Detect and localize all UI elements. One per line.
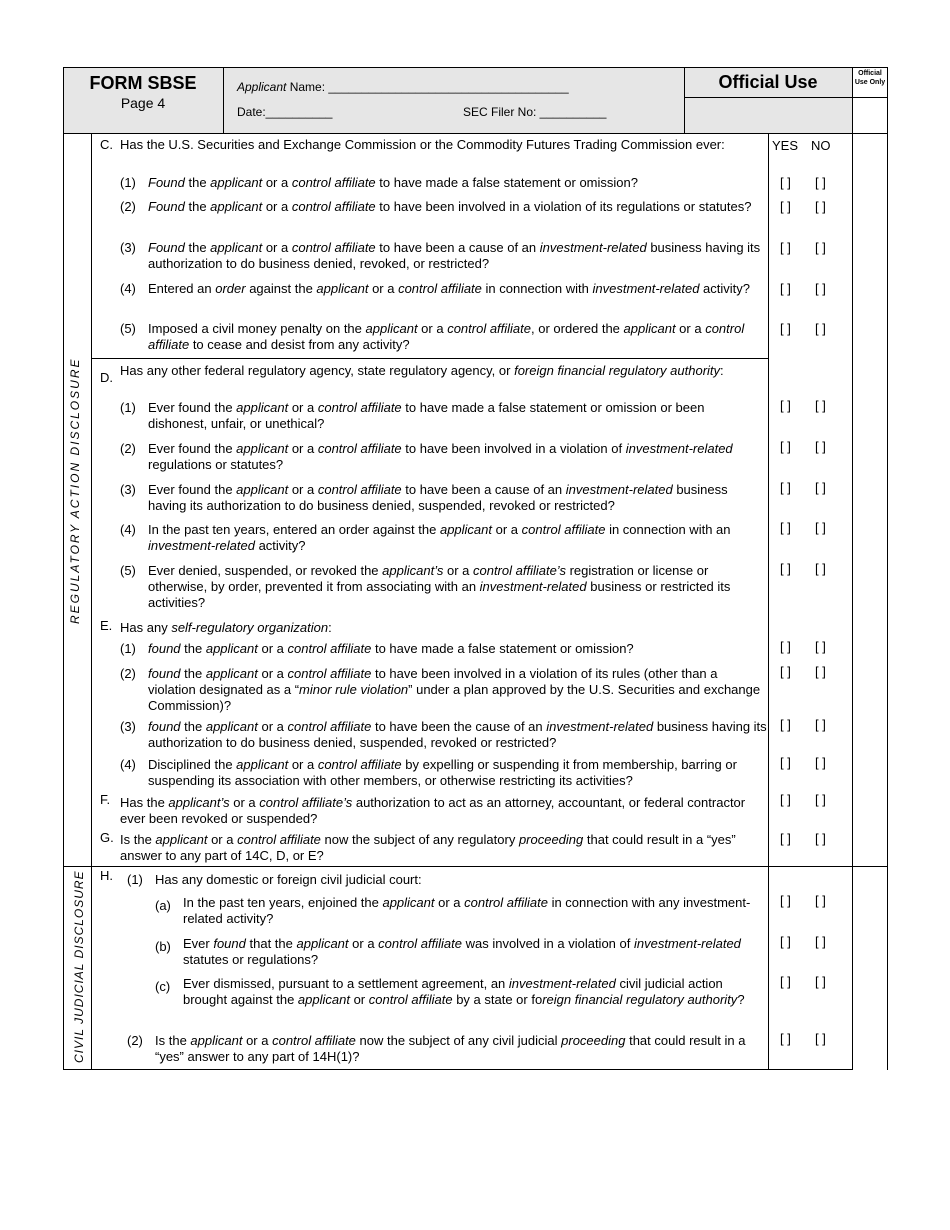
section-e-item-num: (1) bbox=[120, 641, 136, 656]
form-title: FORM SBSE bbox=[89, 73, 197, 93]
section-c-intro: Has the U.S. Securities and Exchange Commission or the Commodity Futures Trading Commission ever: bbox=[120, 137, 725, 152]
section-c-item-3-no-checkbox[interactable]: [ ] bbox=[815, 240, 826, 255]
official-col-right bbox=[887, 67, 888, 1070]
section-g-h-divider bbox=[63, 866, 888, 867]
civil-judicial-label: CIVIL JUDICIAL DISCLOSURE bbox=[72, 870, 86, 1063]
regulatory-action-label: REGULATORY ACTION DISCLOSURE bbox=[68, 357, 82, 624]
section-d-item-3-yes-checkbox[interactable]: [ ] bbox=[780, 480, 791, 495]
section-c-question: Imposed a civil money penalty on the applicant or a control affiliate, or ordered the applicant or a control affiliate to cease and desist from any activity? bbox=[148, 321, 745, 352]
section-d-intro: Has any other federal regulatory agency, state regulatory agency, or foreign financial regulatory authority: bbox=[120, 363, 724, 378]
section-e-item-4-yes-checkbox[interactable]: [ ] bbox=[780, 755, 791, 770]
section-g-question: Is the applicant or a control affiliate now the subject of any regulatory proceeding that could result in a “yes” answer to any part of 14C, D, or E? bbox=[120, 832, 736, 863]
section-e-item-num: (2) bbox=[120, 666, 136, 681]
section-e-question: found the applicant or a control affiliate to have been involved in a violation of its rules (other than a violation designated as a “minor rule violation” under a plan approved by the U.S. Securities and exchange Commission)? bbox=[148, 666, 761, 713]
section-c-item-5-no-checkbox[interactable]: [ ] bbox=[815, 321, 826, 336]
official-use-only-label: Official Use Only bbox=[854, 70, 886, 86]
border-bottom bbox=[63, 1069, 853, 1070]
section-c-item-2-yes-checkbox[interactable]: [ ] bbox=[780, 199, 791, 214]
official-use-divider bbox=[684, 97, 852, 98]
answer-col-divider bbox=[768, 133, 769, 1070]
no-column-header: NO bbox=[811, 138, 831, 153]
section-h-item-c-yes-checkbox[interactable]: [ ] bbox=[780, 974, 791, 989]
border-left bbox=[63, 67, 64, 1070]
border-top bbox=[63, 67, 888, 68]
section-c-item-num: (2) bbox=[120, 199, 136, 214]
section-d-item-4-yes-checkbox[interactable]: [ ] bbox=[780, 520, 791, 535]
header-divider-2 bbox=[684, 67, 685, 133]
section-d-item-1-no-checkbox[interactable]: [ ] bbox=[815, 398, 826, 413]
section-c-item-4-yes-checkbox[interactable]: [ ] bbox=[780, 281, 791, 296]
applicant-name-field[interactable] bbox=[237, 80, 569, 94]
section-g-letter: G. bbox=[100, 830, 114, 845]
section-h-item-b-yes-checkbox[interactable]: [ ] bbox=[780, 934, 791, 949]
section-e-question: Disciplined the applicant or a control affiliate by expelling or suspending it from membership, barring or suspending its association with other members, or otherwise restricting its activities? bbox=[148, 757, 737, 788]
page-number: Page 4 bbox=[120, 95, 166, 111]
section-f-question: Has the applicant’s or a control affiliate’s authorization to act as an attorney, accountant, or federal contractor ever been revoked or suspended? bbox=[120, 795, 746, 826]
section-e-item-1-no-checkbox[interactable]: [ ] bbox=[815, 639, 826, 654]
section-e-item-2-yes-checkbox[interactable]: [ ] bbox=[780, 664, 791, 679]
section-e-question: found the applicant or a control affiliate to have made a false statement or omission? bbox=[148, 641, 634, 656]
section-c-item-3-yes-checkbox[interactable]: [ ] bbox=[780, 240, 791, 255]
section-h-question: In the past ten years, enjoined the applicant or a control affiliate in connection with any investment-related activity? bbox=[183, 895, 751, 926]
date-field[interactable]: Date:__________ bbox=[237, 105, 333, 119]
official-col-left bbox=[852, 67, 853, 1070]
section-h-sub2-yes-checkbox[interactable]: [ ] bbox=[780, 1031, 791, 1046]
section-d-item-5-yes-checkbox[interactable]: [ ] bbox=[780, 561, 791, 576]
section-c-item-num: (4) bbox=[120, 281, 136, 296]
section-c-item-1-yes-checkbox[interactable]: [ ] bbox=[780, 175, 791, 190]
section-d-item-num: (1) bbox=[120, 400, 136, 415]
section-d-letter: D. bbox=[100, 370, 113, 385]
section-c-question: Found the applicant or a control affiliate to have been a cause of an investment-related business having its authorization to do business denied, revoked, or restricted? bbox=[148, 240, 761, 271]
section-c-item-num: (1) bbox=[120, 175, 136, 190]
official-use-title: Official Use bbox=[718, 72, 818, 92]
applicant-name-label: Name: ____________________________________ bbox=[286, 80, 569, 94]
section-c-question: Found the applicant or a control affiliate to have been involved in a violation of its regulations or statutes? bbox=[148, 199, 752, 214]
sec-filer-field[interactable]: SEC Filer No: __________ bbox=[463, 105, 607, 119]
section-d-item-3-no-checkbox[interactable]: [ ] bbox=[815, 480, 826, 495]
applicant-prefix: Applicant bbox=[237, 80, 287, 94]
section-c-item-num: (5) bbox=[120, 321, 136, 336]
section-c-question: Found the applicant or a control affiliate to have made a false statement or omission? bbox=[148, 175, 638, 190]
section-c-d-divider bbox=[92, 358, 769, 359]
section-h-sub1-intro: Has any domestic or foreign civil judicial court: bbox=[155, 872, 422, 887]
section-c-item-4-no-checkbox[interactable]: [ ] bbox=[815, 281, 826, 296]
section-d-item-num: (3) bbox=[120, 482, 136, 497]
section-e-item-1-yes-checkbox[interactable]: [ ] bbox=[780, 639, 791, 654]
section-h-question: Ever dismissed, pursuant to a settlement agreement, an investment-related civil judicial action brought against the applicant or control affiliate by a state or foreign financial regulatory authority? bbox=[183, 976, 745, 1007]
section-d-item-num: (2) bbox=[120, 441, 136, 456]
section-c-letter: C. bbox=[100, 137, 113, 152]
section-h-item-b-no-checkbox[interactable]: [ ] bbox=[815, 934, 826, 949]
section-h-sub2-no-checkbox[interactable]: [ ] bbox=[815, 1031, 826, 1046]
section-d-item-5-no-checkbox[interactable]: [ ] bbox=[815, 561, 826, 576]
section-f-yes-checkbox[interactable]: [ ] bbox=[780, 792, 791, 807]
section-d-question: In the past ten years, entered an order against the applicant or a control affiliate in connection with an investment-related activity? bbox=[148, 522, 731, 553]
section-d-item-num: (4) bbox=[120, 522, 136, 537]
section-e-intro: Has any self-regulatory organization: bbox=[120, 620, 332, 635]
section-h-item-num: (b) bbox=[155, 939, 171, 954]
section-e-letter: E. bbox=[100, 618, 113, 633]
section-h-item-num: (c) bbox=[155, 979, 171, 994]
section-c-item-5-yes-checkbox[interactable]: [ ] bbox=[780, 321, 791, 336]
header-divider-1 bbox=[223, 67, 224, 133]
section-h-sub1-num: (1) bbox=[127, 872, 143, 887]
section-e-item-num: (3) bbox=[120, 719, 136, 734]
header-bottom-line bbox=[63, 133, 888, 134]
side-label-divider bbox=[91, 133, 92, 1070]
section-d-item-2-no-checkbox[interactable]: [ ] bbox=[815, 439, 826, 454]
yes-column-header: YES bbox=[772, 138, 799, 153]
section-h-sub2-num: (2) bbox=[127, 1033, 143, 1048]
section-h-sub2-question: Is the applicant or a control affiliate now the subject of any civil judicial proceeding that could result in a “yes” answer to any part of 14H(1)? bbox=[155, 1033, 746, 1064]
section-d-item-1-yes-checkbox[interactable]: [ ] bbox=[780, 398, 791, 413]
section-e-item-2-no-checkbox[interactable]: [ ] bbox=[815, 664, 826, 679]
section-d-question: Ever found the applicant or a control affiliate to have been involved in a violation of investment-related regulations or statutes? bbox=[148, 441, 733, 472]
section-h-item-num: (a) bbox=[155, 898, 171, 913]
section-f-letter: F. bbox=[100, 792, 111, 807]
section-g-yes-checkbox[interactable]: [ ] bbox=[780, 831, 791, 846]
section-d-item-num: (5) bbox=[120, 563, 136, 578]
section-c-item-1-no-checkbox[interactable]: [ ] bbox=[815, 175, 826, 190]
section-d-question: Ever found the applicant or a control affiliate to have been a cause of an investment-related business having its authorization to do business denied, suspended, revoked or restricted? bbox=[148, 482, 728, 513]
section-e-item-3-no-checkbox[interactable]: [ ] bbox=[815, 717, 826, 732]
section-h-question: Ever found that the applicant or a control affiliate was involved in a violation of investment-related statutes or regulations? bbox=[183, 936, 741, 967]
section-e-question: found the applicant or a control affiliate to have been the cause of an investment-related business having its authorization to do business denied, suspended, revoked or restricted? bbox=[148, 719, 767, 750]
section-d-question: Ever found the applicant or a control affiliate to have made a false statement or omission or been dishonest, unfair, or unethical? bbox=[148, 400, 705, 431]
section-h-item-c-no-checkbox[interactable]: [ ] bbox=[815, 974, 826, 989]
section-d-question: Ever denied, suspended, or revoked the applicant’s or a control affiliate’s registration or license or otherwise, by order, prevented it from associating with an investment-related business or restricted its activities? bbox=[148, 563, 731, 610]
section-e-item-num: (4) bbox=[120, 757, 136, 772]
section-h-item-a-no-checkbox[interactable]: [ ] bbox=[815, 893, 826, 908]
section-e-item-3-yes-checkbox[interactable]: [ ] bbox=[780, 717, 791, 732]
section-c-item-num: (3) bbox=[120, 240, 136, 255]
section-h-item-a-yes-checkbox[interactable]: [ ] bbox=[780, 893, 791, 908]
official-only-divider bbox=[853, 97, 887, 98]
section-h-letter: H. bbox=[100, 868, 113, 883]
section-e-item-4-no-checkbox[interactable]: [ ] bbox=[815, 755, 826, 770]
section-d-item-2-yes-checkbox[interactable]: [ ] bbox=[780, 439, 791, 454]
section-g-no-checkbox[interactable]: [ ] bbox=[815, 831, 826, 846]
section-d-item-4-no-checkbox[interactable]: [ ] bbox=[815, 520, 826, 535]
section-f-no-checkbox[interactable]: [ ] bbox=[815, 792, 826, 807]
section-c-question: Entered an order against the applicant or a control affiliate in connection with investment-related activity? bbox=[148, 281, 751, 296]
section-c-item-2-no-checkbox[interactable]: [ ] bbox=[815, 199, 826, 214]
